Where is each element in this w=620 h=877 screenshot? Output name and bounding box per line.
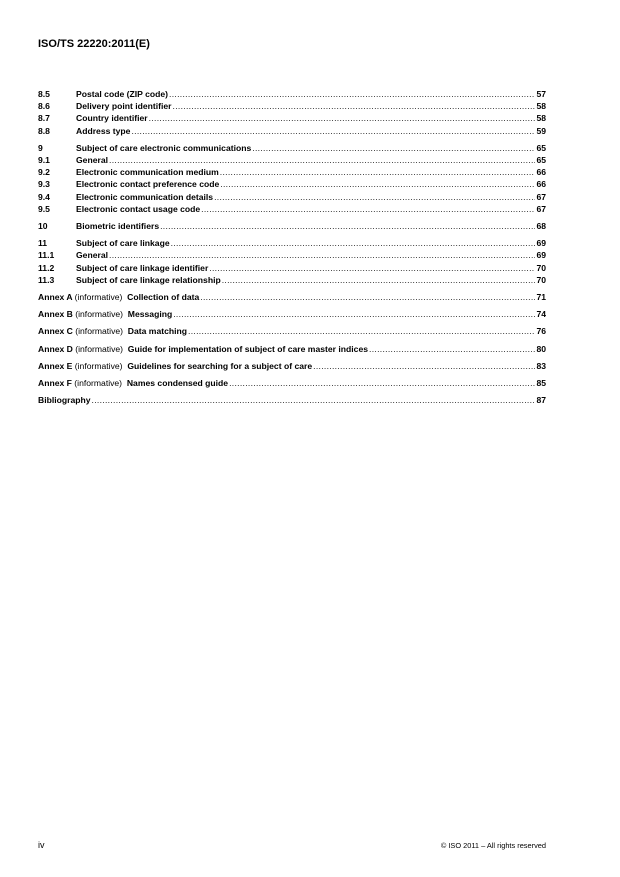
- dot-leader: [160, 220, 535, 232]
- toc-page: 57: [536, 89, 546, 99]
- toc-bibliography-entry[interactable]: [38, 394, 546, 406]
- annex-title: Guidelines for searching for a subject of care: [127, 360, 313, 371]
- toc-entry[interactable]: [38, 237, 546, 249]
- toc-page: 76: [536, 326, 546, 337]
- toc-annex-entry[interactable]: [38, 325, 546, 337]
- toc-page: 66: [536, 167, 546, 178]
- toc-title: Address type: [76, 125, 131, 136]
- toc-title: General: [76, 250, 109, 261]
- toc-number: 9: [38, 142, 43, 153]
- toc-page: 74: [536, 309, 546, 320]
- annex-type: (informative): [74, 360, 123, 371]
- dot-leader: [369, 343, 535, 355]
- dot-leader: [222, 274, 536, 286]
- toc-number: 9.4: [38, 191, 50, 202]
- toc-page: 70: [536, 262, 546, 273]
- dot-leader: [171, 237, 536, 249]
- toc-page: 65: [536, 142, 546, 153]
- annex-label-group: [38, 343, 368, 355]
- toc-entry[interactable]: [38, 274, 546, 286]
- toc-number: 8.6: [38, 101, 50, 112]
- dot-leader: [201, 203, 535, 215]
- dot-leader: [173, 100, 536, 112]
- toc-number: 8.5: [38, 89, 50, 99]
- dot-leader: [109, 154, 535, 166]
- toc-annex-entry[interactable]: [38, 377, 546, 389]
- annex-type: (informative): [75, 326, 124, 337]
- annex-type: (informative): [75, 309, 124, 320]
- annex-title: Collection of data: [127, 292, 200, 303]
- toc-page: 59: [536, 125, 546, 136]
- dot-leader: [173, 308, 535, 320]
- toc-number: 8.7: [38, 113, 50, 124]
- dot-leader: [313, 360, 535, 372]
- annex-label: Annex D: [38, 343, 73, 354]
- toc-entry[interactable]: [38, 142, 546, 154]
- annex-label: Annex C: [38, 326, 73, 337]
- toc-number: 9.1: [38, 155, 50, 166]
- toc-page: 71: [536, 292, 546, 303]
- toc-entry[interactable]: [38, 100, 546, 112]
- toc-number: 11.1: [38, 250, 55, 261]
- dot-leader: [169, 88, 535, 100]
- toc-title: Subject of care electronic communications: [76, 142, 252, 153]
- toc-page: 69: [536, 238, 546, 249]
- annex-label-group: [38, 291, 199, 303]
- annex-label-group: [38, 377, 228, 389]
- toc-entry[interactable]: [38, 262, 546, 274]
- toc-entry[interactable]: [38, 203, 546, 215]
- annex-type: (informative): [74, 292, 123, 303]
- toc-number: 11.3: [38, 274, 55, 285]
- dot-leader: [92, 394, 536, 406]
- toc-title: Subject of care linkage relationship: [76, 274, 221, 285]
- annex-label: Annex F: [38, 378, 72, 389]
- annex-label: Annex E: [38, 360, 73, 371]
- toc-entry[interactable]: [38, 220, 546, 232]
- toc-page: 68: [536, 221, 546, 232]
- annex-label-group: [38, 360, 312, 372]
- dot-leader: [188, 325, 535, 337]
- toc-annex-entry[interactable]: [38, 291, 546, 303]
- toc-entry[interactable]: [38, 112, 546, 124]
- annex-type: (informative): [75, 343, 124, 354]
- toc-number: 11: [38, 238, 48, 249]
- dot-leader: [109, 249, 535, 261]
- toc-annex-entry[interactable]: [38, 343, 546, 355]
- toc-page: 85: [536, 378, 546, 389]
- toc-title: Biometric identifiers: [76, 221, 160, 232]
- toc-number: 9.3: [38, 179, 50, 190]
- toc-page: 67: [536, 203, 546, 214]
- toc-title: Electronic contact usage code: [76, 203, 201, 214]
- toc-number: 11.2: [38, 262, 55, 273]
- dot-leader: [131, 125, 535, 137]
- dot-leader: [252, 142, 535, 154]
- annex-type: (informative): [74, 378, 123, 389]
- toc-page: 69: [536, 250, 546, 261]
- toc-title: Postal code (ZIP code): [76, 89, 169, 99]
- dot-leader: [214, 191, 535, 203]
- toc-title: Subject of care linkage: [76, 238, 170, 249]
- annex-label: Annex A: [38, 292, 73, 303]
- toc-page: 65: [536, 155, 546, 166]
- toc-annex-entry[interactable]: [38, 308, 546, 320]
- toc-annex-entry[interactable]: [38, 360, 546, 372]
- toc-title: Delivery point identifier: [76, 101, 172, 112]
- dot-leader: [209, 262, 535, 274]
- toc-number: 9.5: [38, 203, 50, 214]
- annex-title: Messaging: [127, 309, 173, 320]
- annex-label: Annex B: [38, 309, 73, 320]
- toc-page: 58: [536, 113, 546, 124]
- dot-leader: [200, 291, 535, 303]
- toc-entry[interactable]: [38, 249, 546, 261]
- toc-title: General: [76, 155, 109, 166]
- annex-title: Names condensed guide: [126, 378, 229, 389]
- toc-page: 87: [536, 395, 546, 406]
- toc-title: Subject of care linkage identifier: [76, 262, 209, 273]
- toc-page: 70: [536, 274, 546, 285]
- annex-label-group: [38, 308, 172, 320]
- toc-entry[interactable]: [38, 191, 546, 203]
- toc-page: 66: [536, 179, 546, 190]
- toc-title: Electronic communication medium: [76, 167, 219, 178]
- toc-title: Electronic communication details: [76, 191, 214, 202]
- table-of-contents: [38, 88, 546, 406]
- toc-title: Electronic contact preference code: [76, 179, 220, 190]
- dot-leader: [220, 166, 536, 178]
- toc-title: Bibliography: [38, 395, 91, 406]
- page-number: iv: [38, 840, 45, 850]
- annex-title: Data matching: [127, 326, 188, 337]
- annex-label-group: [38, 325, 187, 337]
- dot-leader: [229, 377, 535, 389]
- toc-page: 67: [536, 191, 546, 202]
- toc-entry[interactable]: [38, 166, 546, 178]
- dot-leader: [220, 178, 535, 190]
- dot-leader: [149, 112, 536, 124]
- toc-number: 8.8: [38, 125, 50, 136]
- annex-title: Guide for implementation of subject of care master indices: [127, 343, 368, 354]
- toc-entry[interactable]: [38, 125, 546, 137]
- toc-number: 10: [38, 221, 48, 232]
- toc-entry[interactable]: [38, 154, 546, 166]
- copyright-notice: © ISO 2011 – All rights reserved: [440, 841, 546, 850]
- document-id-header: ISO/TS 22220:2011(E): [38, 38, 150, 50]
- toc-entry[interactable]: [38, 88, 546, 100]
- toc-page: 80: [536, 343, 546, 354]
- toc-number: 9.2: [38, 167, 50, 178]
- toc-entry[interactable]: [38, 178, 546, 190]
- toc-title: Country identifier: [76, 113, 148, 124]
- toc-page: 83: [536, 360, 546, 371]
- toc-page: 58: [536, 101, 546, 112]
